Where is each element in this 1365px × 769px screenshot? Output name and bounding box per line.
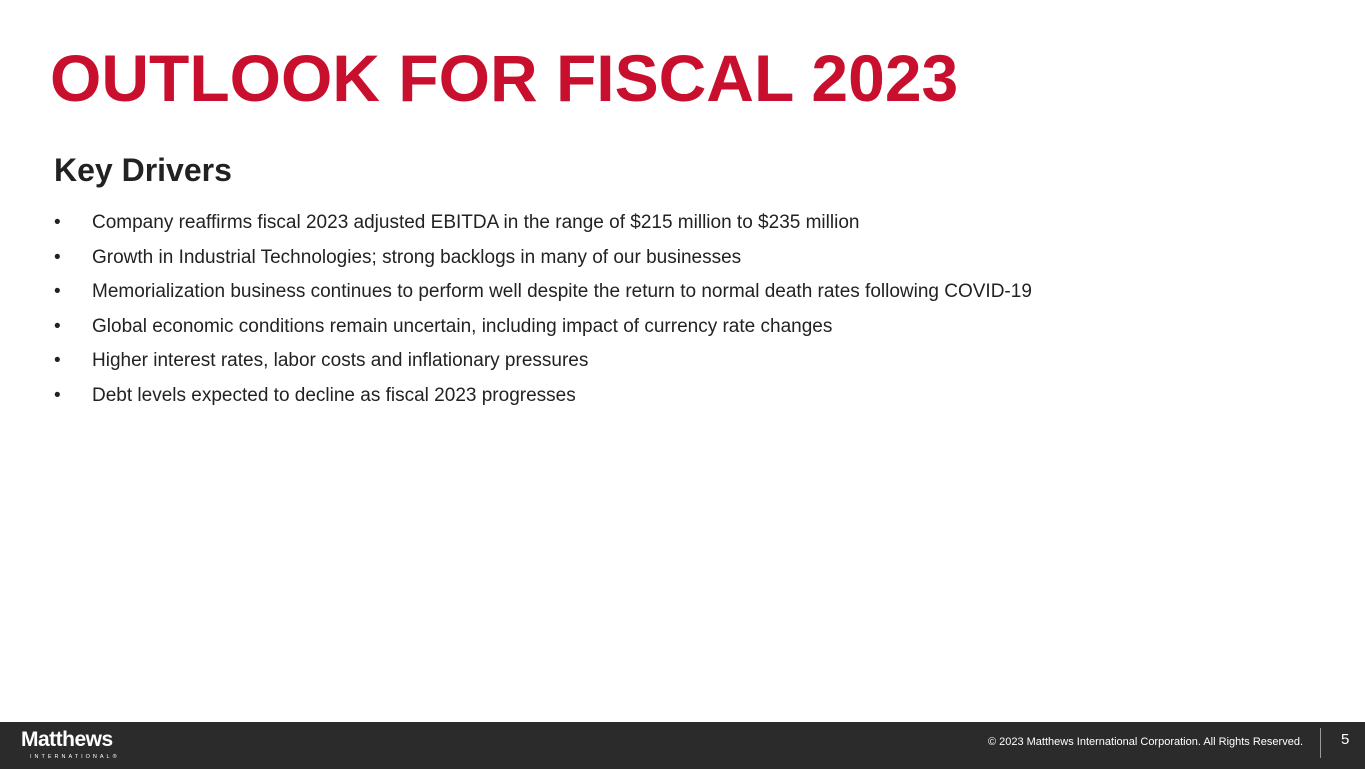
bullet-icon: • [54,350,61,372]
list-item [54,206,1032,241]
list-item [54,275,1032,310]
footer-bar [0,722,1365,769]
bullet-icon: • [54,315,61,337]
logo-subtitle: INTERNATIONAL® [30,754,120,760]
bullet-text: Higher interest rates, labor costs and inflationary pressures [92,350,589,372]
bullet-icon: • [54,281,61,303]
copyright-notice: © 2023 Matthews International Corporation. All Rights Reserved. [987,736,1303,748]
bullet-icon: • [54,212,61,233]
bullet-text: Global economic conditions remain uncertain, including impact of currency rate changes [92,315,833,337]
key-drivers-list [54,206,1032,414]
bullet-icon: • [54,384,61,406]
slide-title: OUTLOOK FOR FISCAL 2023 [50,41,959,115]
bullet-text: Company reaffirms fiscal 2023 adjusted EBITDA in the range of $215 million to $235 million [92,212,860,233]
list-item [54,379,1032,414]
page-number: 5 [1341,731,1350,748]
logo-wordmark: Matthews [21,728,113,751]
footer-divider [1320,728,1321,758]
bullet-text: Memorialization business continues to perform well despite the return to normal death rates following COVID-19 [92,281,1032,303]
list-item [54,344,1032,379]
section-heading: Key Drivers [54,152,232,188]
bullet-icon: • [54,246,61,268]
bullet-text: Debt levels expected to decline as fiscal 2023 progresses [92,384,576,406]
matthews-logo [21,727,121,765]
list-item [54,310,1032,345]
bullet-text: Growth in Industrial Technologies; strong backlogs in many of our businesses [92,246,742,268]
list-item [54,241,1032,276]
